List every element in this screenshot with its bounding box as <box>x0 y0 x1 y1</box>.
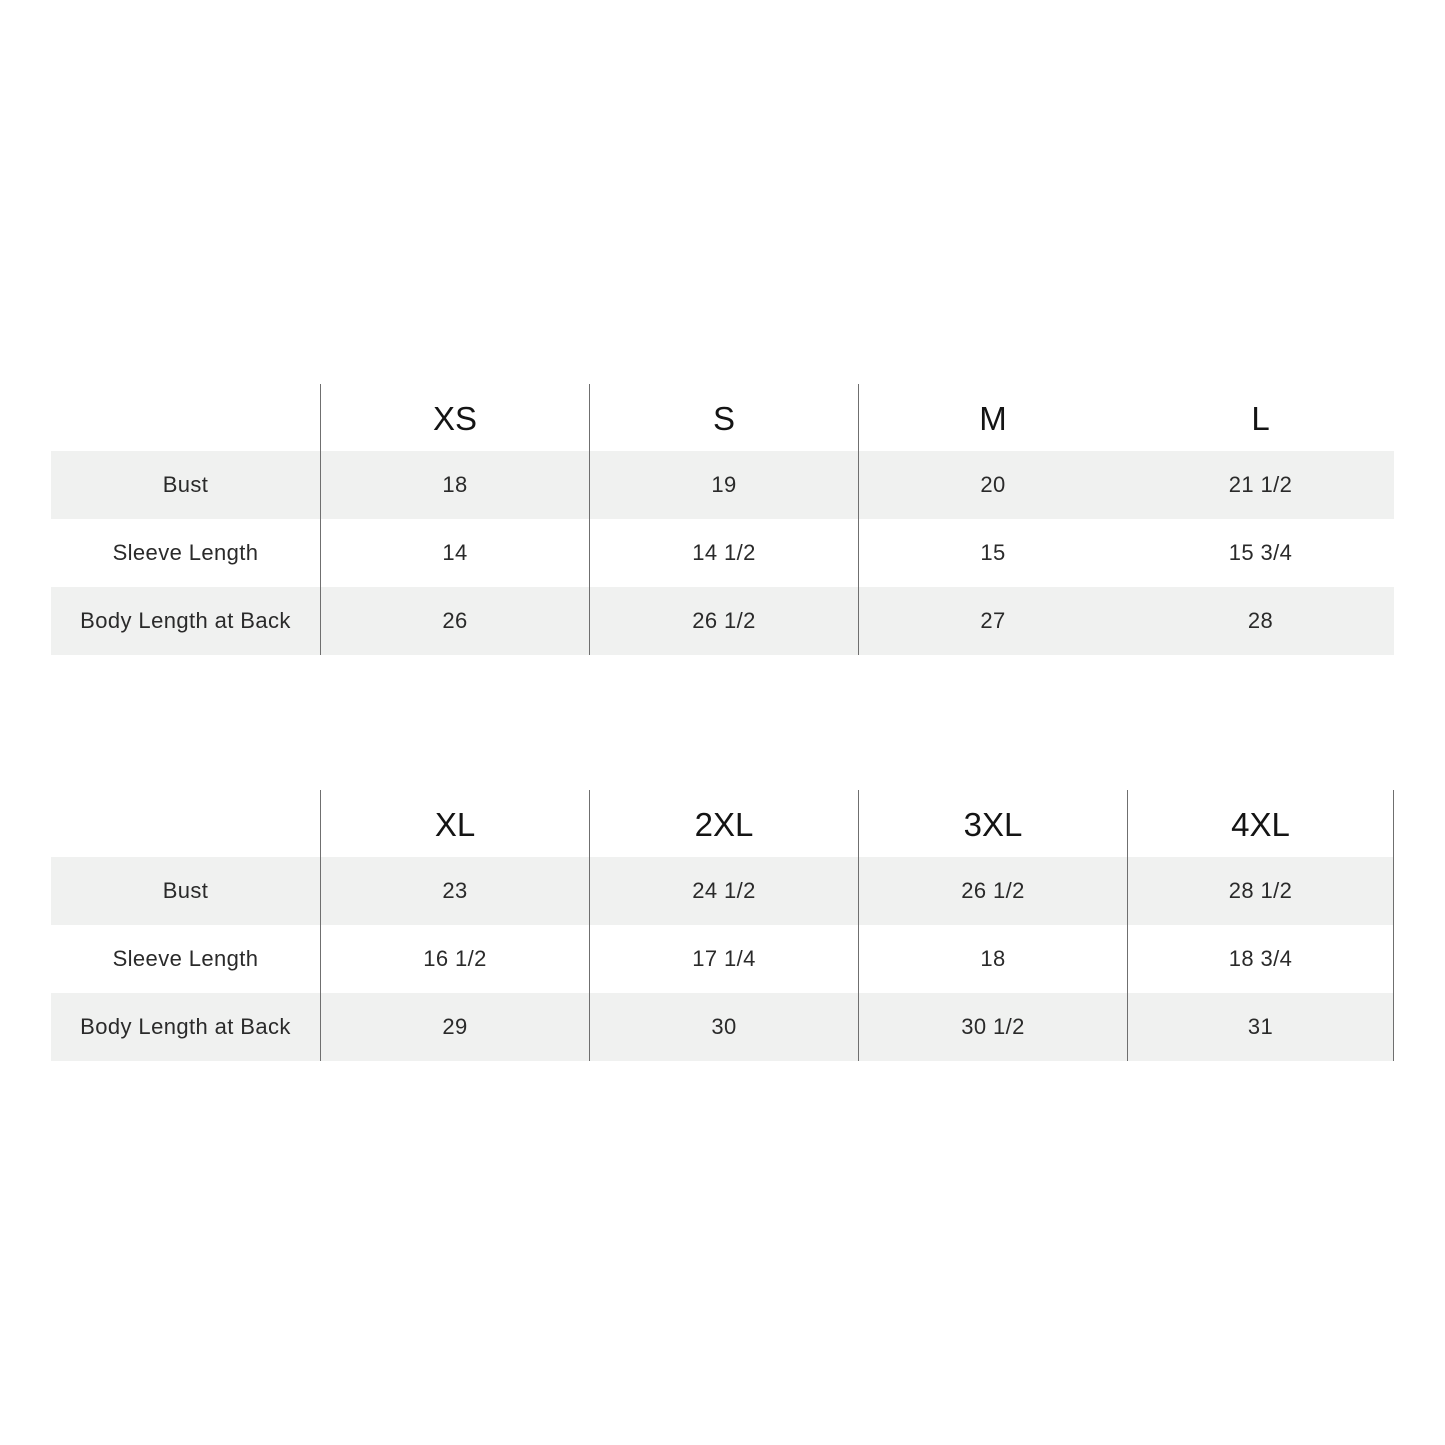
table-cell: 21 1/2 <box>1228 472 1293 497</box>
table-cell: 19 <box>589 451 858 519</box>
size-header-l: L <box>1251 399 1270 437</box>
size-header-xs: XS <box>320 384 589 451</box>
table-cell: 14 1/2 <box>589 519 858 587</box>
table-cell: 26 1/2 <box>858 857 1127 925</box>
size-header-s: S <box>589 384 858 451</box>
size-chart-table-1 <box>51 384 1394 655</box>
table-cell: 20 <box>858 451 1127 519</box>
size-header-xl: XL <box>320 790 589 857</box>
table-cell: 24 1/2 <box>589 857 858 925</box>
table-row-sleeve-length <box>51 925 1394 993</box>
table-cell: 26 1/2 <box>589 587 858 655</box>
size-header-2xl: 2XL <box>589 790 858 857</box>
table-cell: 15 3/4 <box>1228 540 1293 565</box>
row-label: Body Length at Back <box>80 1014 291 1039</box>
size-chart-table-2 <box>51 790 1394 1061</box>
row-label: Bust <box>162 878 209 903</box>
table-cell: 18 <box>858 925 1127 993</box>
table-cell: 18 3/4 <box>1127 925 1394 993</box>
row-label: Bust <box>162 472 209 497</box>
table-cell: 29 <box>320 993 589 1061</box>
size-header-row <box>51 790 1394 857</box>
table-cell: 16 1/2 <box>320 925 589 993</box>
size-header-3xl: 3XL <box>858 790 1127 857</box>
table-cell: 17 1/4 <box>589 925 858 993</box>
header-label-cell <box>51 384 320 451</box>
size-header-row <box>51 384 1394 451</box>
row-label: Sleeve Length <box>112 540 259 565</box>
table-cell: 30 <box>589 993 858 1061</box>
table-cell: 31 <box>1127 993 1394 1061</box>
size-header-4xl: 4XL <box>1127 790 1394 857</box>
table-row-bust <box>51 857 1394 925</box>
table-row-bust <box>51 451 1394 519</box>
table-cell: 30 1/2 <box>858 993 1127 1061</box>
size-header-m: M <box>858 384 1127 451</box>
table-row-body-length <box>51 993 1394 1061</box>
table-cell: 28 <box>1247 608 1274 633</box>
row-label: Body Length at Back <box>80 608 291 633</box>
table-row-sleeve-length <box>51 519 1394 587</box>
table-cell: 27 <box>858 587 1127 655</box>
table-cell: 15 <box>858 519 1127 587</box>
table-cell: 14 <box>320 519 589 587</box>
table-cell: 26 <box>320 587 589 655</box>
table-cell: 18 <box>320 451 589 519</box>
header-label-cell <box>51 790 320 857</box>
table-cell: 23 <box>320 857 589 925</box>
row-label: Sleeve Length <box>112 946 259 971</box>
table-cell: 28 1/2 <box>1127 857 1394 925</box>
table-row-body-length <box>51 587 1394 655</box>
